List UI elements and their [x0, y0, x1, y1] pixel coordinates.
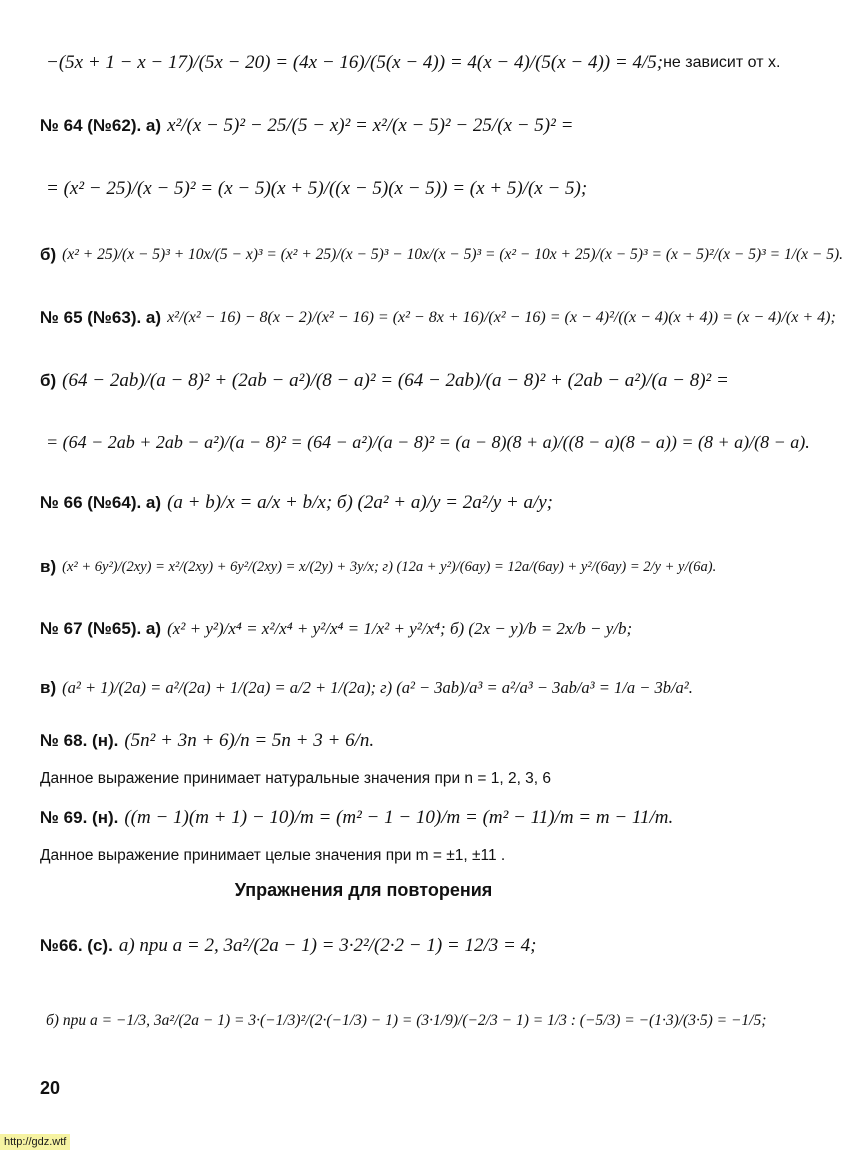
- line-4-math: x²/(x² − 16) − 8(x − 2)/(x² − 16) = (x² − 8x + 16)/(x² − 16) = (x − 4)²/((x − 4)(x + 4)) = (x − 4)/(x + 4);: [167, 309, 836, 326]
- line-16-math: б) при a = −1/3, 3a²/(2a − 1) = 3·(−1/3)²/(2·(−1/3) − 1) = (3·1/9)/(−2/3 − 1) = 1/3 : (−5/3) = −(1·3)/(3·5) = −1/5;: [46, 1012, 767, 1029]
- line-3-math: (x² + 25)/(x − 5)³ + 10x/(5 − x)³ = (x² + 25)/(x − 5)³ − 10x/(x − 5)³ = (x² − 10x + 25)/(x − 5)³ = (x − 5)²/(x − 5)³ = 1/(x − 5).: [62, 246, 843, 263]
- line-14: [40, 847, 505, 865]
- line-5-math: (64 − 2ab)/(a − 8)² + (2ab − a²)/(8 − a)² = (64 − 2ab)/(a − 8)² + (2ab − a²)/(a − 8)² =: [62, 370, 729, 391]
- line-7-label: № 66 (№64). а): [40, 493, 162, 512]
- line-0: [40, 52, 780, 74]
- line-2: [40, 178, 587, 200]
- line-10-label: в): [40, 678, 57, 697]
- line-5: [40, 370, 729, 392]
- line-1: [40, 115, 573, 137]
- line-9: [40, 619, 632, 639]
- line-8-label: в): [40, 557, 57, 576]
- line-8-math: (x² + 6y²)/(2xy) = x²/(2xy) + 6y²/(2xy) = x/(2y) + 3y/x; г) (12a + y²)/(6ay) = 12a/(6ay) + y²/(6ay) = 2/y + y/(6a).: [62, 558, 717, 575]
- line-1-math: x²/(x − 5)² − 25/(5 − x)² = x²/(x − 5)² − 25/(x − 5)² =: [167, 115, 574, 136]
- line-16: [40, 1012, 766, 1030]
- line-10-math: (a² + 1)/(2a) = a²/(2a) + 1/(2a) = a/2 + 1/(2a); г) (a² − 3ab)/a³ = a²/a³ − 3ab/a³ = 1/a − 3b/a².: [62, 678, 693, 697]
- line-8: [40, 557, 716, 577]
- page-number: 20: [40, 1078, 61, 1098]
- line-4: [40, 308, 836, 328]
- watermark-link[interactable]: http://gdz.wtf: [0, 1134, 70, 1150]
- line-6-math: = (64 − 2ab + 2ab − a²)/(a − 8)² = (64 − a²)/(a − 8)² = (a − 8)(8 + a)/((8 − a)(8 − a)) = (8 + a)/(8 − a).: [46, 432, 810, 452]
- line-13-math: ((m − 1)(m + 1) − 10)/m = (m² − 1 − 10)/m = (m² − 11)/m = m − 11/m.: [124, 807, 674, 828]
- line-6: [40, 432, 810, 453]
- line-9-math: (x² + y²)/x⁴ = x²/x⁴ + y²/x⁴ = 1/x² + y²/x⁴; б) (2x − y)/b = 2x/b − y/b;: [167, 619, 633, 638]
- line-3-label: б): [40, 245, 57, 264]
- line-5-label: б): [40, 371, 57, 390]
- line-11-math: (5n² + 3n + 6)/n = 5n + 3 + 6/n.: [124, 730, 375, 751]
- line-13: [40, 807, 673, 829]
- line-3: [40, 245, 843, 265]
- line-14-text: Данное выражение принимает целые значения при m = ±1, ±11 .: [40, 847, 506, 864]
- line-11-label: № 68. (н).: [40, 731, 119, 750]
- line-15-math: а) при a = 2, 3a²/(2a − 1) = 3·2²/(2·2 − 1) = 12/3 = 4;: [118, 935, 537, 956]
- line-1-label: № 64 (№62). а): [40, 116, 162, 135]
- line-13-label: № 69. (н).: [40, 808, 119, 827]
- line-12-text: Данное выражение принимает натуральные значения при n = 1, 2, 3, 6: [40, 770, 552, 787]
- line-0-tail: не зависит от x.: [663, 54, 781, 71]
- line-15: [40, 935, 536, 957]
- line-12: [40, 770, 551, 788]
- section-heading: Упражнения для повторения: [234, 880, 493, 900]
- line-7-math: (a + b)/x = a/x + b/x; б) (2a² + a)/y = 2a²/y + a/y;: [167, 492, 553, 513]
- line-9-label: № 67 (№65). а): [40, 619, 162, 638]
- line-10: [40, 678, 693, 698]
- line-2-math: = (x² − 25)/(x − 5)² = (x − 5)(x + 5)/((x − 5)(x − 5)) = (x + 5)/(x − 5);: [46, 178, 588, 199]
- line-4-label: № 65 (№63). а): [40, 308, 162, 327]
- line-0-math: −(5x + 1 − x − 17)/(5x − 20) = (4x − 16)/(5(x − 4)) = 4(x − 4)/(5(x − 4)) = 4/5;: [46, 52, 664, 73]
- line-11: [40, 730, 374, 752]
- line-15-label: №66. (с).: [40, 936, 113, 955]
- line-7: [40, 492, 553, 514]
